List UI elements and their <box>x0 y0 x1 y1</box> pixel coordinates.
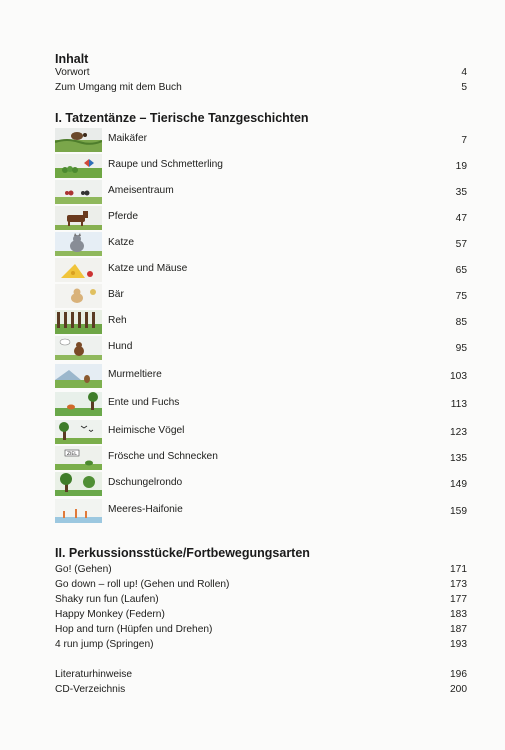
dog-illustration-icon <box>55 336 102 360</box>
toc-entry-usage[interactable] <box>55 81 467 95</box>
toc-entry[interactable] <box>55 608 467 622</box>
finish-sign-text: ZIEL <box>67 452 77 457</box>
toc-entry-title: Heimische Vögel <box>108 425 185 436</box>
toc-entry-hund[interactable] <box>55 336 467 360</box>
toc-entry-page: 85 <box>455 317 467 328</box>
toc-entry-page: 159 <box>450 506 467 517</box>
toc-entry-page: 65 <box>455 265 467 276</box>
toc-entry-title: Meeres-Haifonie <box>108 504 183 515</box>
caterpillar-illustration-icon <box>55 154 102 178</box>
marmot-illustration-icon <box>55 364 102 388</box>
toc-entry-title: Murmeltiere <box>108 369 162 380</box>
toc-entry-page: 35 <box>455 187 467 198</box>
toc-entry-pferde[interactable] <box>55 206 467 230</box>
toc-entry-froesche[interactable] <box>55 446 467 470</box>
toc-entry-title: Pferde <box>108 211 139 222</box>
toc-entry-page: 173 <box>450 579 467 590</box>
toc-entry[interactable] <box>55 623 467 637</box>
toc-entry-katze-maeuse[interactable] <box>55 258 467 282</box>
toc-entry-meeres-haifonie[interactable] <box>55 499 467 523</box>
toc-entry-murmeltiere[interactable] <box>55 364 467 388</box>
toc-entry-page: 171 <box>450 564 467 575</box>
toc-entry-page: 193 <box>450 639 467 650</box>
jungle-illustration-icon <box>55 472 102 496</box>
toc-entry-page: 113 <box>450 399 467 410</box>
toc-entry-page: 135 <box>450 453 467 464</box>
deer-illustration-icon <box>55 310 102 334</box>
cat-illustration-icon <box>55 232 102 256</box>
toc-entry-literature[interactable] <box>55 668 467 682</box>
toc-entry-title: Katze und Mäuse <box>108 263 188 274</box>
section-2-heading: II. Perkussionsstücke/Fortbewegungsarten <box>55 546 310 560</box>
toc-entry-title: Bär <box>108 289 124 300</box>
toc-entry-page: 5 <box>461 82 467 93</box>
toc-entry-title: Raupe und Schmetterling <box>108 159 223 170</box>
toc-entry[interactable] <box>55 578 467 592</box>
toc-entry-title: Literaturhinweise <box>55 669 133 680</box>
toc-entry-page: 57 <box>455 239 467 250</box>
contents-heading: Inhalt <box>55 52 89 66</box>
toc-entry-page: 4 <box>461 67 467 78</box>
toc-entry[interactable] <box>55 593 467 607</box>
sea-illustration-icon <box>55 499 102 523</box>
toc-entry-title: Hop and turn (Hüpfen und Drehen) <box>55 624 213 635</box>
toc-entry-title: Go! (Gehen) <box>55 564 112 575</box>
horse-illustration-icon <box>55 206 102 230</box>
toc-entry-page: 75 <box>455 291 467 302</box>
toc-entry-title: Hund <box>108 341 133 352</box>
toc-entry-maikaefer[interactable] <box>55 128 467 152</box>
toc-entry-title: Maikäfer <box>108 133 148 144</box>
toc-entry-title: Dschungelrondo <box>108 477 183 488</box>
toc-entry-ente-fuchs[interactable] <box>55 392 467 416</box>
toc-entry-reh[interactable] <box>55 310 467 334</box>
toc-entry-page: 19 <box>455 161 467 172</box>
toc-entry-page: 183 <box>450 609 467 620</box>
toc-entry-baer[interactable] <box>55 284 467 308</box>
toc-entry-title: Go down – roll up! (Gehen und Rollen) <box>55 579 230 590</box>
ant-illustration-icon <box>55 180 102 204</box>
toc-entry-page: 7 <box>461 135 467 146</box>
toc-entry[interactable] <box>55 563 467 577</box>
toc-entry-page: 187 <box>450 624 467 635</box>
maybug-illustration-icon <box>55 128 102 152</box>
toc-entry-title: Reh <box>108 315 127 326</box>
toc-entry-title: Ameisentraum <box>108 185 174 196</box>
frog-illustration-icon <box>55 446 102 470</box>
toc-entry-title: Happy Monkey (Federn) <box>55 609 165 620</box>
toc-entry-page: 196 <box>450 669 467 680</box>
bear-illustration-icon <box>55 284 102 308</box>
toc-entry-voegel[interactable] <box>55 420 467 444</box>
cheese-illustration-icon <box>55 258 102 282</box>
toc-entry-raupe[interactable] <box>55 154 467 178</box>
toc-entry-dschungelrondo[interactable] <box>55 472 467 496</box>
toc-entry-title: Frösche und Schnecken <box>108 451 218 462</box>
toc-entry-title: Zum Umgang mit dem Buch <box>55 82 182 93</box>
toc-entry-katze[interactable] <box>55 232 467 256</box>
toc-entry-title: Ente und Fuchs <box>108 397 180 408</box>
toc-entry-title: CD-Verzeichnis <box>55 684 126 695</box>
toc-entry-ameisentraum[interactable] <box>55 180 467 204</box>
toc-entry-page: 47 <box>455 213 467 224</box>
toc-entry-page: 123 <box>450 427 467 438</box>
toc-entry-title: Vorwort <box>55 67 90 78</box>
toc-entry[interactable] <box>55 638 467 652</box>
toc-entry-page: 103 <box>450 371 467 382</box>
birds-illustration-icon <box>55 420 102 444</box>
toc-entry-title: 4 run jump (Springen) <box>55 639 154 650</box>
toc-entry-title: Katze <box>108 237 135 248</box>
duck-fox-illustration-icon <box>55 392 102 416</box>
toc-entry-page: 149 <box>450 479 467 490</box>
section-1-heading: I. Tatzentänze – Tierische Tanzgeschichten <box>55 111 309 125</box>
toc-entry-title: Shaky run fun (Laufen) <box>55 594 159 605</box>
toc-entry-page: 200 <box>450 684 467 695</box>
toc-entry-page: 177 <box>450 594 467 605</box>
toc-entry-cd-list[interactable] <box>55 683 467 697</box>
toc-entry-foreword[interactable] <box>55 66 467 80</box>
toc-entry-page: 95 <box>455 343 467 354</box>
